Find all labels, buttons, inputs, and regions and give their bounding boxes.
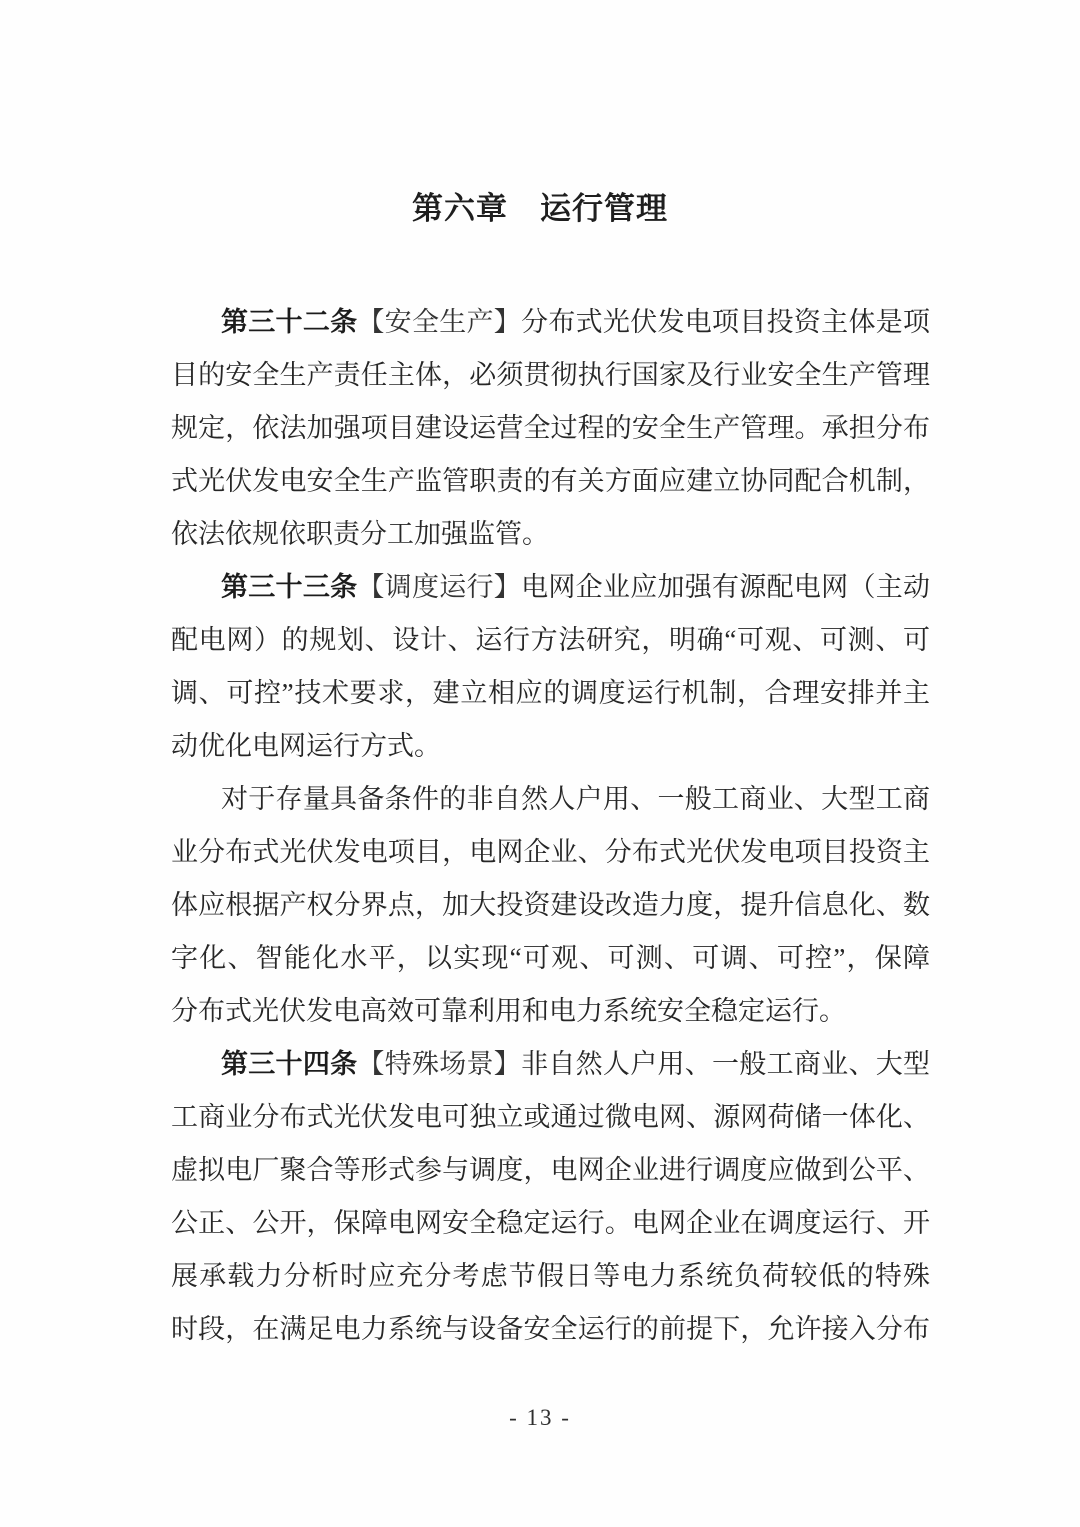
text-line: 对于存量具备条件的非自然人户用、一般工商业、大型工商 (221, 784, 930, 814)
text-line: 配电网）的规划、设计、运行方法研究，明确“可观、可测、可 (171, 625, 930, 655)
article-text: 电网企业应加强有源配电网（主动 (521, 572, 931, 602)
article-text: 非自然人户用、一般工商业、大型 (521, 1049, 931, 1079)
document-body (171, 296, 930, 1356)
text-line: 字化、智能化水平，以实现“可观、可测、可调、可控”，保障 (171, 943, 930, 973)
article-label: 【调度运行】 (357, 572, 522, 602)
text-line: 目的安全生产责任主体，必须贯彻执行国家及行业安全生产管理 (171, 360, 930, 390)
text-line: 工商业分布式光伏发电可独立或通过微电网、源网荷储一体化、 (171, 1102, 930, 1132)
article-number: 第三十二条 (221, 307, 358, 337)
chapter-title: 第六章 运行管理 (412, 191, 668, 226)
text-line: 业分布式光伏发电项目，电网企业、分布式光伏发电项目投资主 (171, 837, 930, 867)
article-label: 【特殊场景】 (357, 1049, 522, 1079)
text-line: 公正、公开，保障电网安全稳定运行。电网企业在调度运行、开 (171, 1208, 930, 1238)
text-line: 动优化电网运行方式。 (171, 731, 441, 761)
text-line: 展承载力分析时应充分考虑节假日等电力系统负荷较低的特殊 (171, 1261, 930, 1291)
text-line (171, 1038, 930, 1091)
article-number: 第三十三条 (221, 572, 358, 602)
article-number: 第三十四条 (221, 1049, 358, 1079)
text-line: 依法依规依职责分工加强监管。 (171, 519, 549, 549)
article-text: 分布式光伏发电项目投资主体是项 (521, 307, 931, 337)
text-line: 调、可控”技术要求，建立相应的调度运行机制，合理安排并主 (171, 678, 930, 708)
page-number: - 13 - (509, 1405, 571, 1430)
article-label: 【安全生产】 (357, 307, 522, 337)
text-line: 虚拟电厂聚合等形式参与调度，电网企业进行调度应做到公平、 (171, 1155, 930, 1185)
text-line: 分布式光伏发电高效可靠利用和电力系统安全稳定运行。 (171, 996, 846, 1026)
text-line: 式光伏发电安全生产监管职责的有关方面应建立协同配合机制， (171, 466, 930, 496)
article-33-paragraph (171, 561, 930, 773)
text-line (171, 561, 930, 614)
existing-projects-paragraph (171, 773, 930, 1038)
article-34-paragraph (171, 1038, 930, 1356)
text-line: 体应根据产权分界点，加大投资建设改造力度，提升信息化、数 (171, 890, 930, 920)
text-line: 规定，依法加强项目建设运营全过程的安全生产管理。承担分布 (171, 413, 930, 443)
article-32-paragraph (171, 296, 930, 561)
text-line: 时段，在满足电力系统与设备安全运行的前提下，允许接入分布 (171, 1314, 930, 1344)
text-line (171, 296, 930, 349)
